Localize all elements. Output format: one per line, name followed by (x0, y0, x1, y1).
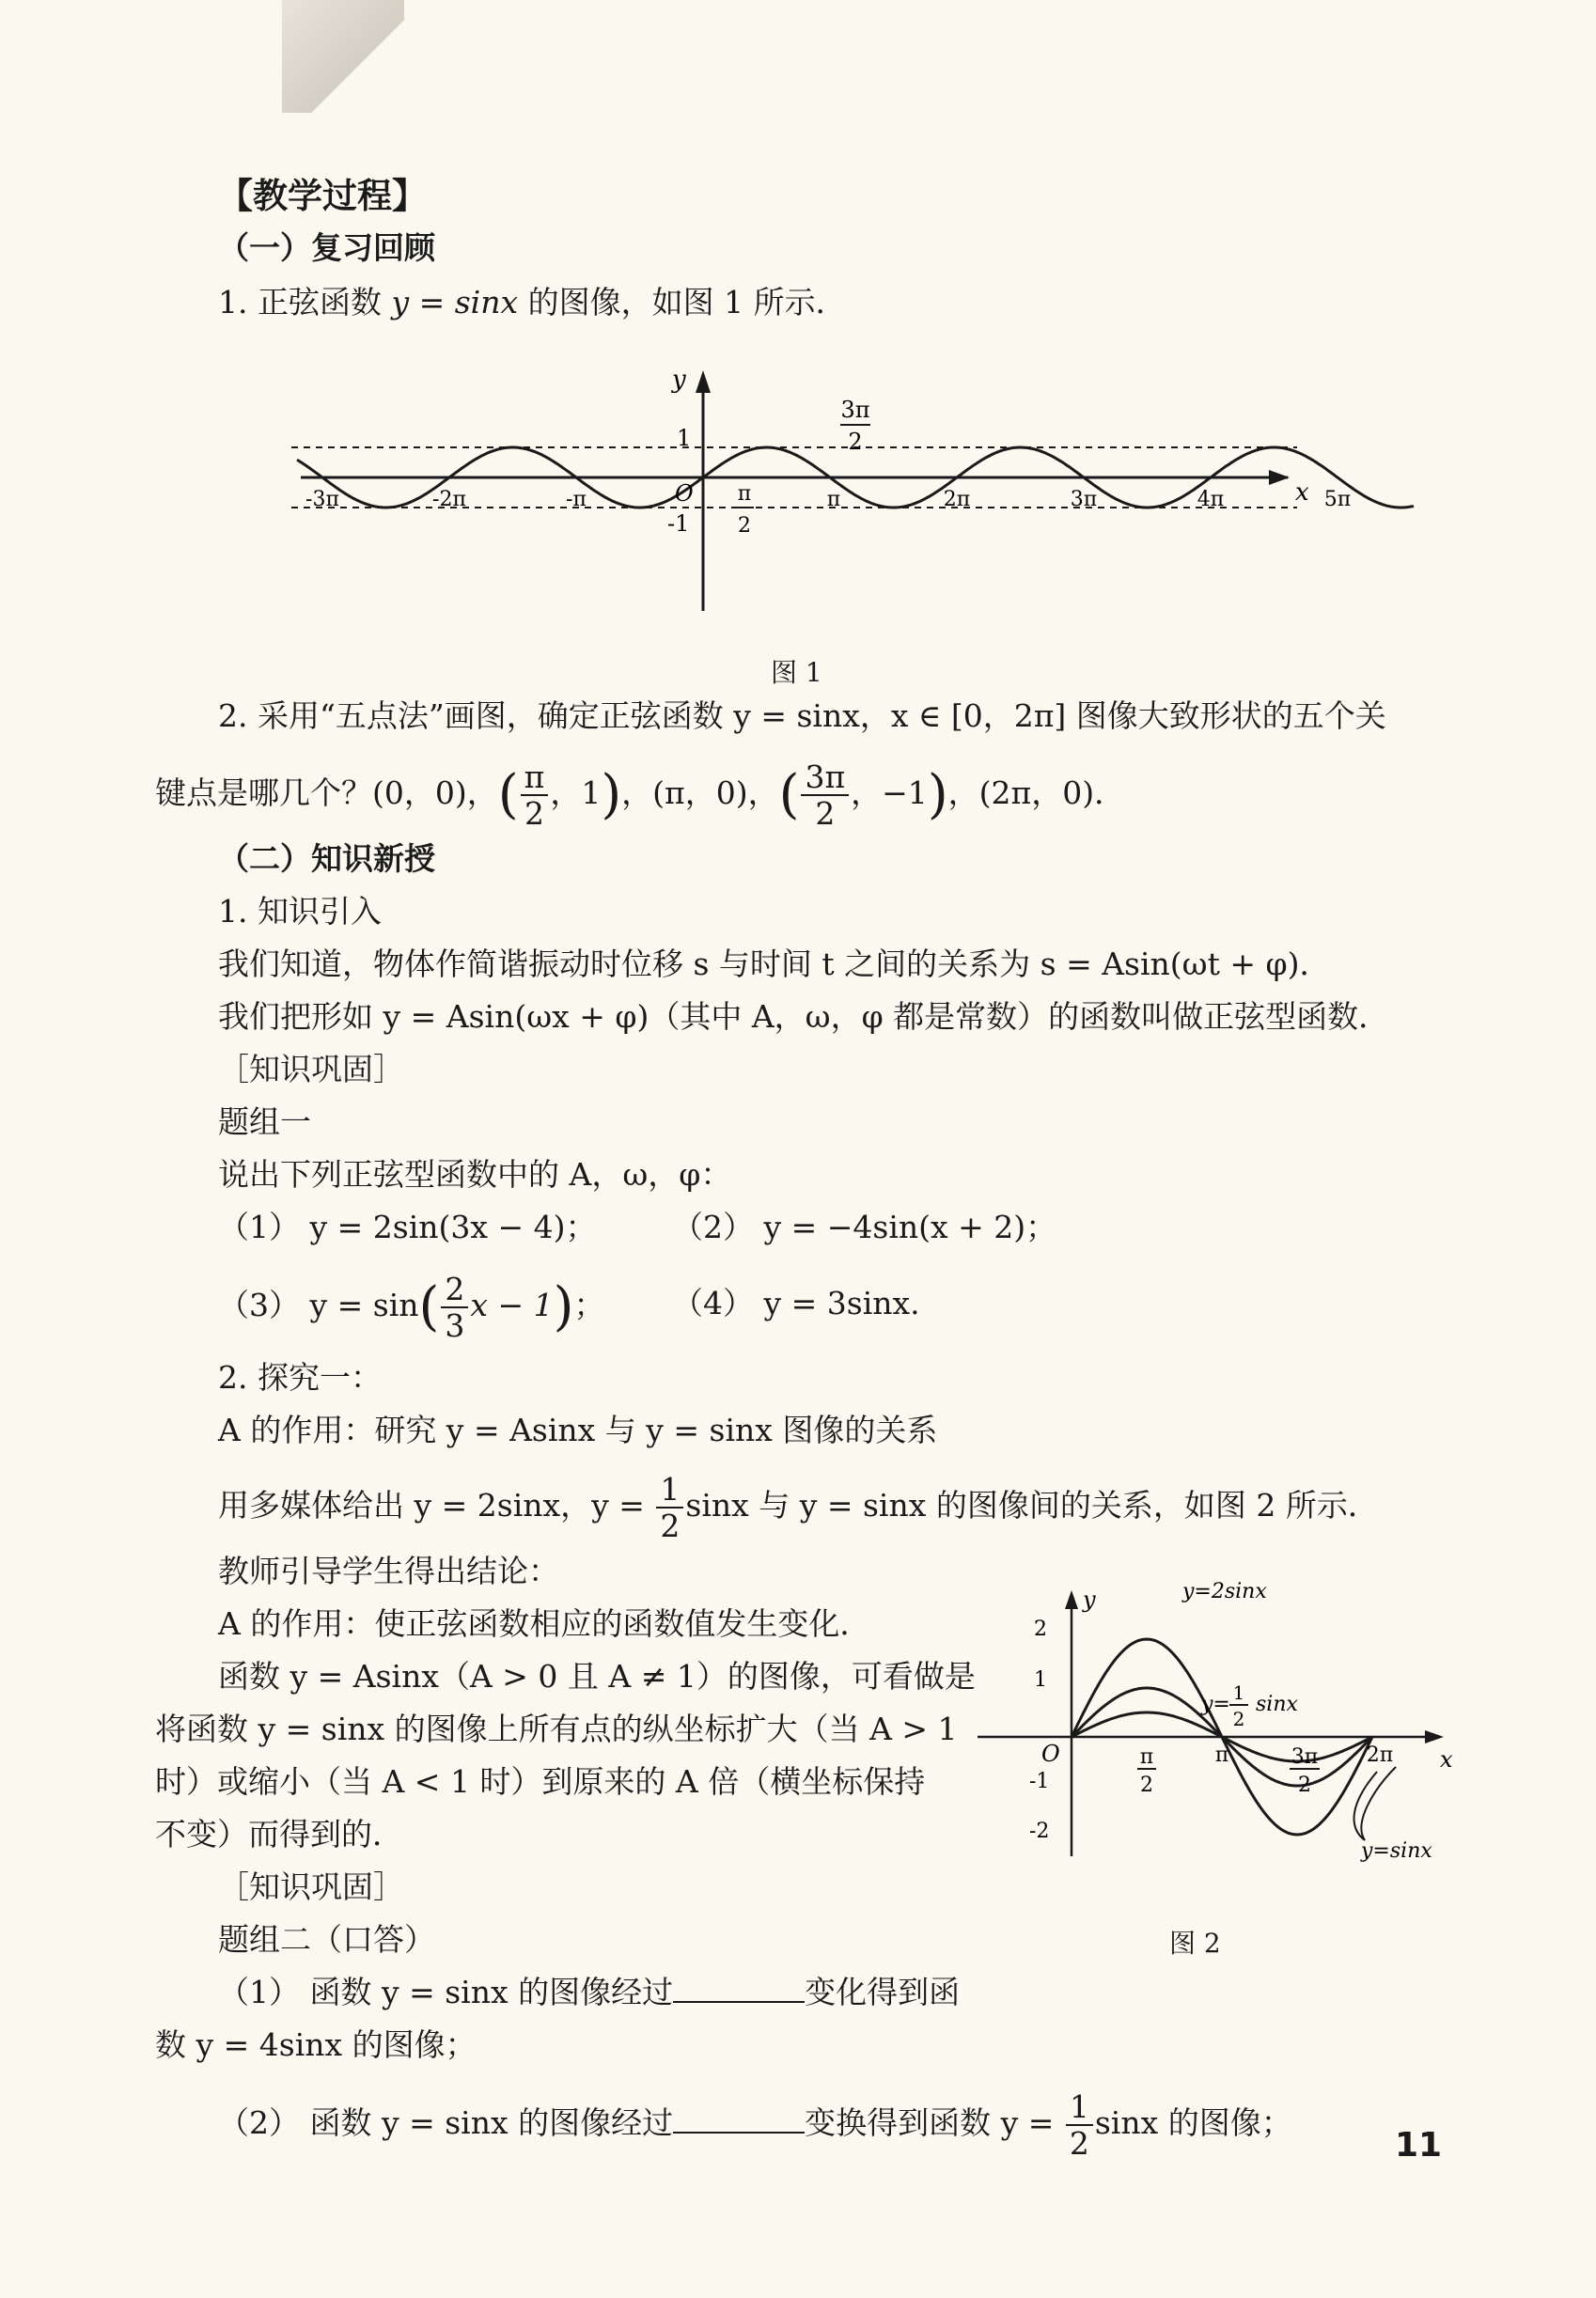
x-tick-label: 4π (1197, 488, 1225, 511)
y-tick-2: 2 (1034, 1618, 1047, 1641)
consolidate-heading-1: ［知识巩固］ (218, 1051, 404, 1087)
origin-label: O (1041, 1741, 1060, 1767)
x-tick-label: 5π (1323, 488, 1352, 511)
x-tick-label: -π (566, 488, 587, 511)
tick-pi: π (1214, 1743, 1229, 1767)
group2-title: 题组二（口答） (218, 1921, 435, 1958)
tick-half-pi-den: 2 (738, 514, 751, 538)
x-tick-label: -3π (305, 488, 339, 511)
group1-prompt: 说出下列正弦型函数中的 A，ω，φ： (218, 1156, 732, 1193)
tick-three-half-pi-num: 3π (1291, 1745, 1319, 1769)
question-1-line1: （1） 函数 y = sinx 的图像经过 变化得到函 (218, 1974, 961, 2010)
tick-three-half-pi-num: 3π (840, 397, 870, 423)
part1-heading: （一）复习回顾 (218, 229, 435, 266)
y-axis-label: y (672, 366, 686, 394)
para-line-1: 函数 y = Asinx（A > 0 且 A ≠ 1）的图像，可看做是 (218, 1658, 976, 1695)
exercise-1: （1） y = 2sin(3x − 4)； (218, 1209, 597, 1245)
label-half-den: 2 (1232, 1708, 1245, 1730)
y-axis-arrow (1065, 1590, 1078, 1609)
question-2: （2） 函数 y = sinx 的图像经过 变换得到函数 y = $\frac{1}{2}$ sinx 的图像； (218, 2088, 1292, 2162)
figure-2-caption: 图 2 (1169, 1928, 1221, 1959)
y-tick-neg2: -2 (1029, 1820, 1050, 1843)
exercise-3: （3） y = sin( $\frac{2}{3}$ x − 1)； (218, 1271, 605, 1344)
question-1-line2: 数 y = 4sinx 的图像； (155, 2026, 477, 2063)
group1-title: 题组一 (218, 1103, 311, 1140)
para-line-2: 将函数 y = sinx 的图像上所有点的纵坐标扩大（当 A > 1 (155, 1711, 958, 1747)
intro-line-2: 我们把形如 y = Asin(ωx + φ)（其中 A，ω，φ 都是常数）的函数叫做正弦型函数． (218, 998, 1390, 1035)
exercise-2: （2） y = −4sin(x + 2)； (672, 1209, 1057, 1245)
y-tick-neg1: -1 (667, 510, 690, 537)
x-tick-labels (305, 488, 1351, 511)
label-2sinx: y=2sinx (1182, 1580, 1267, 1603)
x-axis-arrow (1425, 1730, 1444, 1743)
answer-blank-2[interactable] (673, 2103, 805, 2134)
tick-two-pi: 2π (1366, 1743, 1394, 1767)
review-item-2-line1: 2. 采用“五点法”画图，确定正弦函数 y = sinx，x ∈ [0，2π] 图像大致形状的五个关 (218, 697, 1386, 734)
torn-corner (282, 0, 404, 113)
figure-2-amplitude-graph (978, 1570, 1466, 1870)
knowledge-intro-title: 1. 知识引入 (218, 893, 382, 930)
label-half-prefix: y= (1201, 1693, 1230, 1716)
pointer-arrow-2 (1354, 1772, 1377, 1840)
tick-half-pi-den: 2 (1140, 1774, 1153, 1797)
y-tick-1: 1 (677, 425, 692, 451)
label-sinx: y=sinx (1361, 1839, 1432, 1863)
figure-1-sine-graph (282, 357, 1352, 620)
y-axis-arrow (696, 370, 711, 393)
x-tick-label: -2π (432, 488, 466, 511)
y-tick-neg1: -1 (1029, 1770, 1050, 1793)
para-line-4: 不变）而得到的． (155, 1816, 403, 1852)
x-tick-label: 2π (943, 488, 971, 511)
consolidate-heading-2: ［知识巩固］ (218, 1868, 404, 1905)
label-half-suffix: sinx (1256, 1693, 1298, 1716)
section-title: 【教学过程】 (218, 175, 427, 216)
explore-line: 用多媒体给出 y = 2sinx，y = $\frac{1}{2}$ sinx 与 y = sinx 的图像间的关系，如图 2 所示． (218, 1471, 1379, 1544)
answer-blank-1[interactable] (673, 1973, 805, 2003)
tick-half-pi-num: π (737, 482, 752, 506)
y-tick-1: 1 (1034, 1668, 1047, 1692)
x-axis-arrow (1269, 470, 1290, 485)
explore-sub: A 的作用：研究 y = Asinx 与 y = sinx 图像的关系 (218, 1412, 938, 1448)
exercise-4: （4） y = 3sinx. (672, 1285, 920, 1321)
tick-three-half-pi-den: 2 (1298, 1774, 1311, 1797)
part2-heading: （二）知识新授 (218, 840, 435, 877)
x-axis-label: x (1295, 478, 1309, 507)
x-tick-label: 3π (1070, 488, 1098, 511)
review-item-2-line2: 键点是哪几个？(0，0)，( $\frac{\pi}{2}$ ，1)，(π，0)，( $\frac{3\pi}{2}$ ，−1)，(2π，0)． (155, 758, 1126, 832)
x-tick-label: π (826, 488, 841, 511)
intro-line-1: 我们知道，物体作简谐振动时位移 s 与时间 t 之间的关系为 s = Asin(ωt + φ)． (218, 946, 1331, 982)
review-item-1: 1. 正弦函数 y = sinx 的图像，如图 1 所示． (218, 284, 847, 320)
role-of-a: A 的作用：使正弦函数相应的函数值发生变化． (218, 1605, 871, 1642)
label-half-num: 1 (1232, 1681, 1245, 1704)
x-axis-label: x (1440, 1746, 1453, 1773)
conclusion-intro: 教师引导学生得出结论： (218, 1553, 559, 1589)
para-line-3: 时）或缩小（当 A < 1 时）到原来的 A 倍（横坐标保持 (155, 1763, 926, 1800)
pointer-arrow-1 (1361, 1767, 1396, 1840)
explore-title: 2. 探究一： (218, 1359, 382, 1396)
page-number: 11 (1395, 2126, 1443, 2165)
y-axis-label: y (1083, 1587, 1096, 1613)
figure-1-caption: 图 1 (771, 657, 822, 688)
origin-label: O (675, 480, 694, 507)
tick-half-pi-num: π (1139, 1745, 1154, 1769)
tick-three-half-pi-den: 2 (848, 429, 863, 455)
